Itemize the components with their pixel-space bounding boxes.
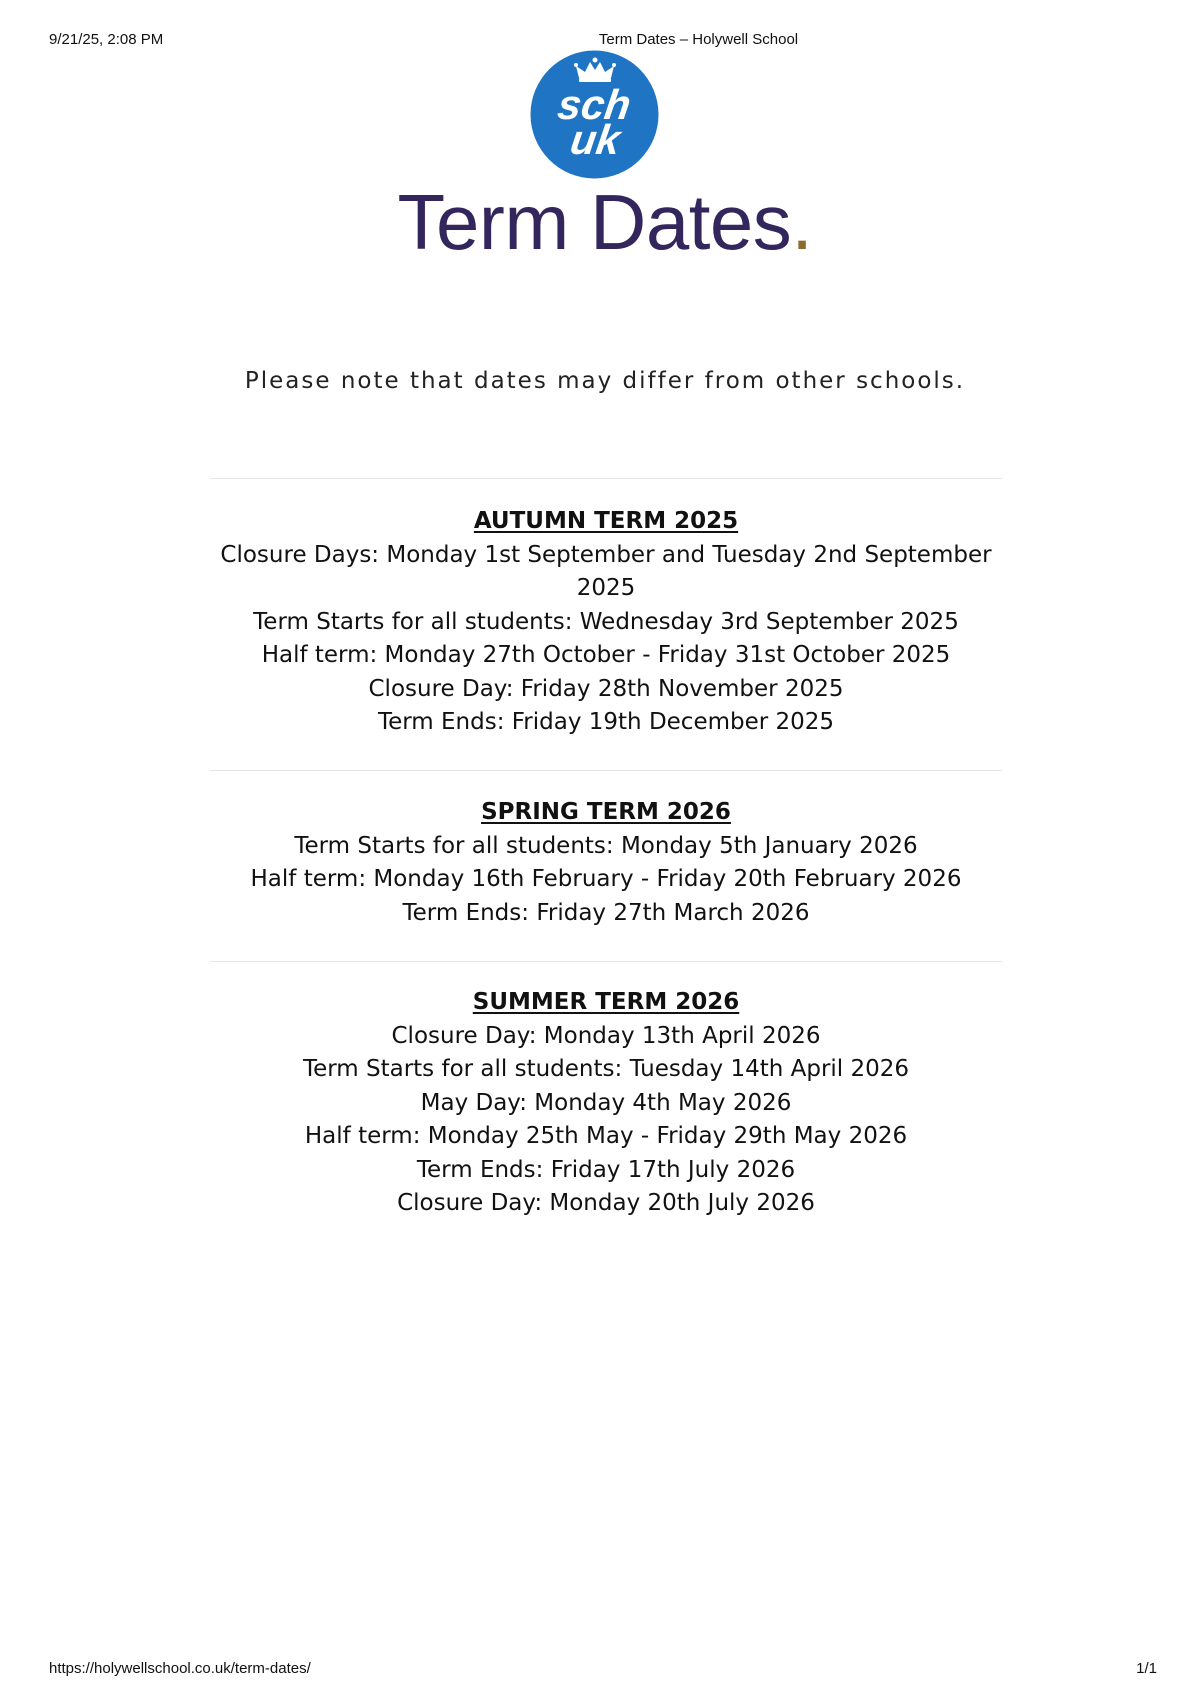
print-page-number: 1/1 — [1136, 1660, 1157, 1677]
term-date-line: Term Starts for all students: Tuesday 14th April 2026 — [302, 1056, 910, 1082]
term-date-line: Closure Day: Friday 28th November 2025 — [368, 675, 844, 702]
term-date-line: Closure Day: Monday 13th April 2026 — [391, 1022, 821, 1049]
term-heading: AUTUMN TERM 2025 — [473, 508, 739, 534]
page-title-dot: . — [791, 178, 813, 266]
print-url: https://holywellschool.co.uk/term-dates/ — [49, 1660, 311, 1677]
divider — [210, 770, 1002, 771]
print-page-title: Term Dates – Holywell School — [598, 31, 799, 48]
term-date-line: Closure Days: Monday 1st September and Tuesday 2nd September 2025 — [220, 541, 992, 601]
term-date-line: Term Ends: Friday 27th March 2026 — [402, 899, 810, 926]
divider — [210, 478, 1002, 479]
school-logo — [530, 50, 659, 179]
term-section-summer — [180, 986, 1032, 1221]
dates-note: Please note that dates may differ from other schools. — [244, 368, 966, 394]
term-section-spring — [180, 796, 1032, 930]
term-date-line: Closure Day: Monday 20th July 2026 — [397, 1190, 815, 1216]
page-title — [0, 176, 1200, 268]
divider — [210, 961, 1002, 962]
term-date-line: Half term: Monday 25th May - Friday 29th May 2026 — [304, 1123, 908, 1149]
term-date-line: May Day: Monday 4th May 2026 — [420, 1089, 792, 1116]
logo-text-sch: sch — [554, 81, 634, 128]
page-title-text: Term Dates — [397, 178, 792, 266]
term-date-line: Half term: Monday 27th October - Friday 31st October 2025 — [261, 642, 951, 668]
term-date-line: Half term: Monday 16th February - Friday 20th February 2026 — [250, 866, 962, 892]
term-date-line: Term Ends: Friday 19th December 2025 — [377, 709, 835, 735]
logo-text-uk: uk — [567, 116, 624, 163]
term-heading: SUMMER TERM 2026 — [472, 989, 740, 1015]
term-date-line: Term Ends: Friday 17th July 2026 — [416, 1156, 796, 1183]
term-date-line: Term Starts for all students: Monday 5th January 2026 — [294, 832, 918, 859]
print-datetime: 9/21/25, 2:08 PM — [49, 31, 164, 48]
term-section-autumn — [180, 505, 1032, 740]
term-date-line: Term Starts for all students: Wednesday 3rd September 2025 — [253, 608, 959, 635]
term-heading: SPRING TERM 2026 — [481, 799, 731, 825]
